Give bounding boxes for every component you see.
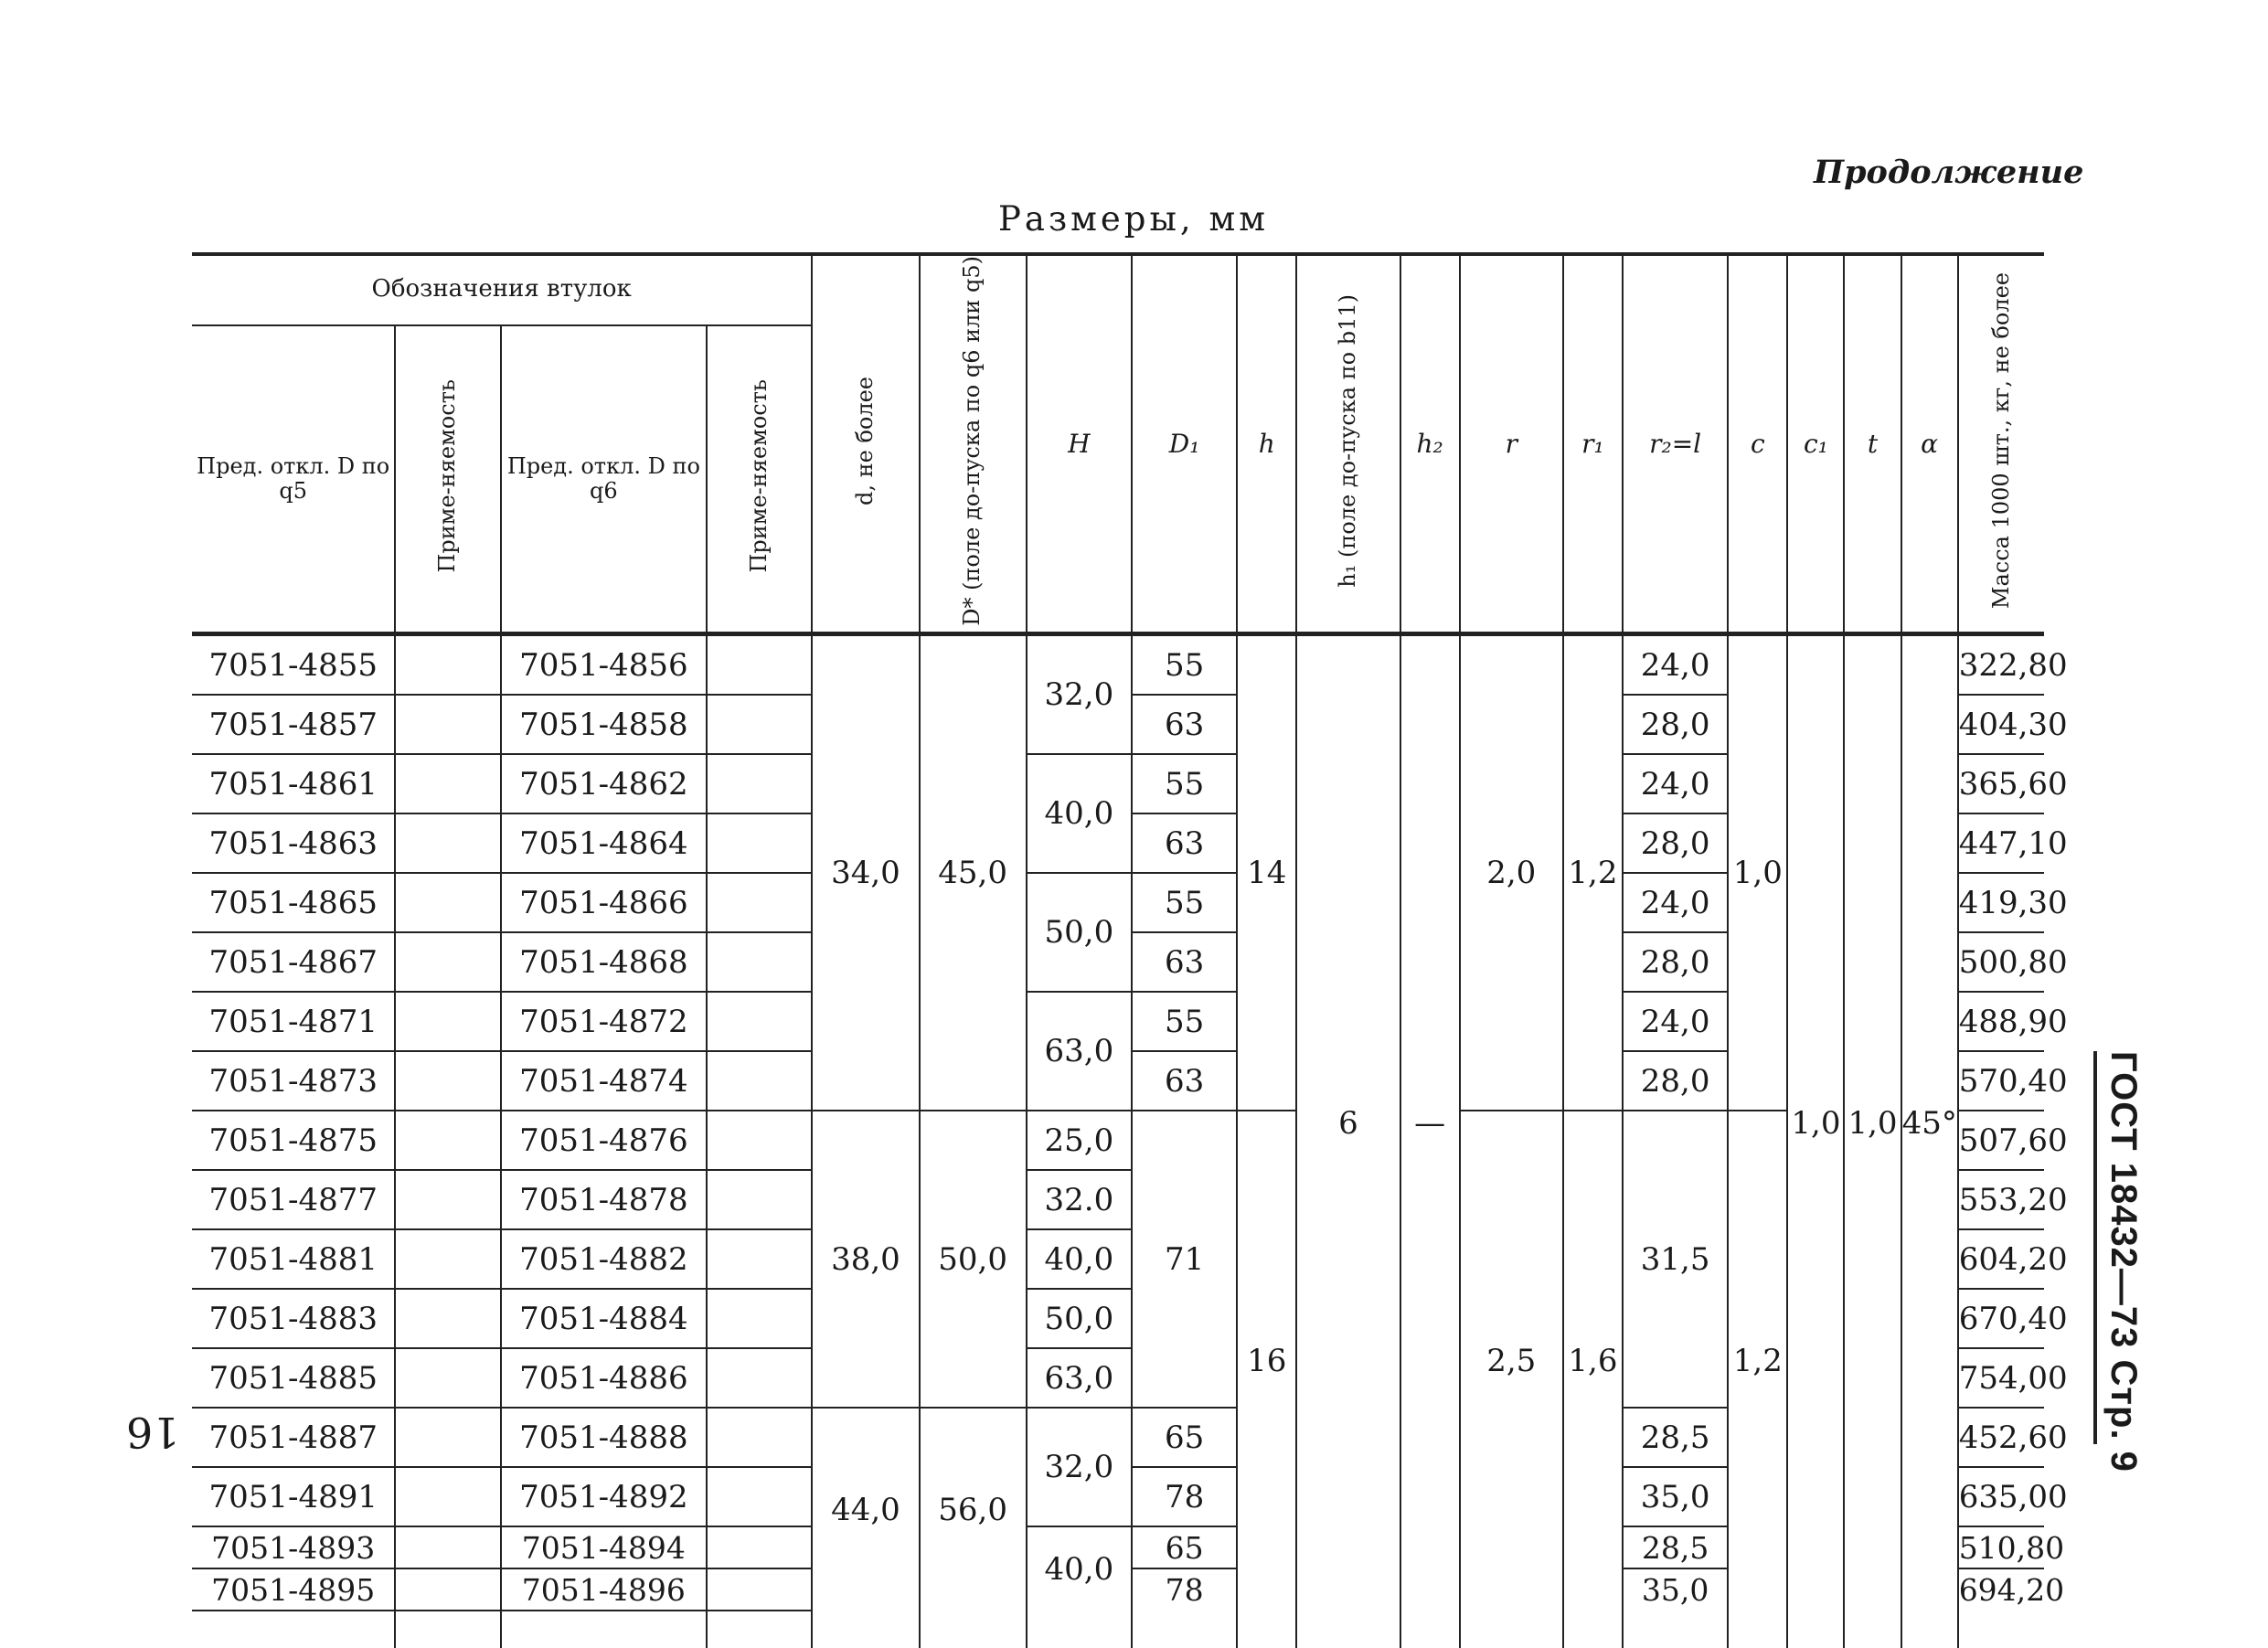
- applicability-cell: [395, 1526, 500, 1568]
- applicability-cell: [395, 1568, 500, 1611]
- r2-value: 28,5: [1623, 1408, 1728, 1467]
- r2-value: 24,0: [1623, 634, 1728, 696]
- header-mass: Масса 1000 шт., кг, не более: [1958, 254, 2044, 634]
- d-star-value: 56,0: [920, 1408, 1027, 1611]
- applicability-cell: [395, 1348, 500, 1408]
- header-h: h: [1237, 254, 1296, 634]
- mass-value: 322,80: [1958, 634, 2044, 696]
- H-value: 32,0: [1027, 1408, 1132, 1526]
- applicability-cell: [395, 1289, 500, 1348]
- designation-q5: 7051-4871: [192, 992, 395, 1051]
- r2-value: 24,0: [1623, 992, 1728, 1051]
- c-value: 1,2: [1728, 1111, 1787, 1611]
- applicability-cell: [707, 1348, 812, 1408]
- designation-q5: 7051-4855: [192, 634, 395, 696]
- mass-value: 604,20: [1958, 1229, 2044, 1289]
- header-alpha: α: [1901, 254, 1958, 634]
- designation-q5: 7051-4861: [192, 754, 395, 813]
- r2-value: 24,0: [1623, 873, 1728, 932]
- header-designations-group: Обозначения втулок: [192, 254, 812, 325]
- applicability-cell: [707, 932, 812, 992]
- r2-value: 28,0: [1623, 695, 1728, 754]
- header-c1: c₁: [1787, 254, 1844, 634]
- table-row: [192, 634, 2044, 696]
- designation-q6: 7051-4868: [501, 932, 707, 992]
- continuation-label: Продолжение: [1814, 154, 2084, 191]
- designation-q6: 7051-4888: [501, 1408, 707, 1467]
- designation-q6: 7051-4894: [501, 1526, 707, 1568]
- applicability-cell: [707, 1229, 812, 1289]
- applicability-cell: [707, 1170, 812, 1229]
- header-r: r: [1460, 254, 1563, 634]
- gost-side-label: ГОСТ 18432—73 Стр. 9: [2103, 1051, 2144, 1473]
- designation-q6: 7051-4896: [501, 1568, 707, 1611]
- designation-q6: 7051-4886: [501, 1348, 707, 1408]
- applicability-cell: [707, 695, 812, 754]
- header-dev-q6: Пред. откл. D по q6: [501, 325, 707, 634]
- designation-q5: 7051-4881: [192, 1229, 395, 1289]
- header-h2: h₂: [1400, 254, 1460, 634]
- D1-value: 55: [1132, 754, 1237, 813]
- mass-value: 507,60: [1958, 1111, 2044, 1170]
- designation-q5: 7051-4893: [192, 1526, 395, 1568]
- designation-q6: 7051-4878: [501, 1170, 707, 1229]
- H-value: 63,0: [1027, 992, 1132, 1111]
- applicability-cell: [707, 634, 812, 696]
- d-star-value: 50,0: [920, 1111, 1027, 1408]
- designation-q6: 7051-4856: [501, 634, 707, 696]
- applicability-cell: [707, 873, 812, 932]
- header-applicability-2: Приме-няемость: [707, 325, 812, 634]
- designation-q5: 7051-4865: [192, 873, 395, 932]
- mass-value: 553,20: [1958, 1170, 2044, 1229]
- designation-q5: 7051-4877: [192, 1170, 395, 1229]
- header-dev-q5: Пред. откл. D по q5: [192, 325, 395, 634]
- D1-value: 63: [1132, 932, 1237, 992]
- applicability-cell: [707, 1526, 812, 1568]
- designation-q5: 7051-4863: [192, 813, 395, 873]
- applicability-cell: [395, 873, 500, 932]
- mass-value: 452,60: [1958, 1408, 2044, 1467]
- mass-value: 488,90: [1958, 992, 2044, 1051]
- H-value: 63,0: [1027, 1348, 1132, 1408]
- d-value: 38,0: [812, 1111, 919, 1408]
- applicability-cell: [707, 813, 812, 873]
- units-title: Размеры, мм: [997, 199, 1270, 239]
- applicability-cell: [707, 1111, 812, 1170]
- header-t: t: [1844, 254, 1901, 634]
- designation-q6: 7051-4862: [501, 754, 707, 813]
- mass-value: 404,30: [1958, 695, 2044, 754]
- r2-value: 28,5: [1623, 1526, 1728, 1568]
- D1-value: 71: [1132, 1111, 1237, 1408]
- mass-value: 510,80: [1958, 1526, 2044, 1568]
- r2-value: 28,0: [1623, 813, 1728, 873]
- d-star-value: 45,0: [920, 634, 1027, 1111]
- designation-q5: 7051-4883: [192, 1289, 395, 1348]
- r2-value: 31,5: [1623, 1111, 1728, 1408]
- applicability-cell: [707, 1408, 812, 1467]
- D1-value: 55: [1132, 873, 1237, 932]
- header-h1: h₁ (поле до-пуска по b11): [1296, 254, 1400, 634]
- designation-q6: 7051-4876: [501, 1111, 707, 1170]
- mass-value: 419,30: [1958, 873, 2044, 932]
- applicability-cell: [395, 634, 500, 696]
- D1-value: 63: [1132, 695, 1237, 754]
- h1-value: 6: [1296, 634, 1400, 1611]
- designation-q6: 7051-4864: [501, 813, 707, 873]
- D1-value: 65: [1132, 1408, 1237, 1467]
- designation-q6: 7051-4892: [501, 1467, 707, 1526]
- H-value: 32.0: [1027, 1170, 1132, 1229]
- page-number: 16: [126, 1408, 180, 1457]
- D1-value: 65: [1132, 1526, 1237, 1568]
- applicability-cell: [395, 1229, 500, 1289]
- t-value: 1,0: [1844, 634, 1901, 1611]
- r-value: 2,0: [1460, 634, 1563, 1111]
- H-value: 40,0: [1027, 754, 1132, 873]
- applicability-cell: [707, 754, 812, 813]
- designation-q5: 7051-4885: [192, 1348, 395, 1408]
- designation-q6: 7051-4872: [501, 992, 707, 1051]
- h2-value: —: [1400, 634, 1460, 1611]
- h-value: 16: [1237, 1111, 1296, 1611]
- r2-value: 35,0: [1623, 1568, 1728, 1611]
- applicability-cell: [707, 1289, 812, 1348]
- alpha-value: 45°: [1901, 634, 1958, 1611]
- h-value: 14: [1237, 634, 1296, 1111]
- mass-value: 670,40: [1958, 1289, 2044, 1348]
- applicability-cell: [395, 992, 500, 1051]
- applicability-cell: [707, 992, 812, 1051]
- H-value: 40,0: [1027, 1526, 1132, 1611]
- D1-value: 78: [1132, 1467, 1237, 1526]
- applicability-cell: [395, 754, 500, 813]
- D1-value: 63: [1132, 1051, 1237, 1111]
- r-value: 2,5: [1460, 1111, 1563, 1611]
- table-tail: [192, 1611, 2044, 1648]
- mass-value: 635,00: [1958, 1467, 2044, 1526]
- r2-value: 24,0: [1623, 754, 1728, 813]
- designation-q5: 7051-4895: [192, 1568, 395, 1611]
- applicability-cell: [707, 1568, 812, 1611]
- D1-value: 55: [1132, 992, 1237, 1051]
- mass-value: 754,00: [1958, 1348, 2044, 1408]
- mass-value: 365,60: [1958, 754, 2044, 813]
- mass-value: 570,40: [1958, 1051, 2044, 1111]
- r2-value: 35,0: [1623, 1467, 1728, 1526]
- designation-q5: 7051-4891: [192, 1467, 395, 1526]
- H-value: 50,0: [1027, 873, 1132, 992]
- header-applicability-1: Приме-няемость: [395, 325, 500, 634]
- header-d-star: D* (поле до-пуска по q6 или q5): [920, 254, 1027, 634]
- designation-q6: 7051-4874: [501, 1051, 707, 1111]
- applicability-cell: [395, 695, 500, 754]
- applicability-cell: [395, 1467, 500, 1526]
- table-row: [192, 1111, 2044, 1170]
- header-H: H: [1027, 254, 1132, 634]
- designation-q6: 7051-4884: [501, 1289, 707, 1348]
- applicability-cell: [395, 1408, 500, 1467]
- designation-q6: 7051-4866: [501, 873, 707, 932]
- applicability-cell: [395, 813, 500, 873]
- c1-value: 1,0: [1787, 634, 1844, 1611]
- specification-table: [192, 252, 2068, 1648]
- H-value: 50,0: [1027, 1289, 1132, 1348]
- designation-q6: 7051-4858: [501, 695, 707, 754]
- r2-value: 28,0: [1623, 1051, 1728, 1111]
- designation-q5: 7051-4875: [192, 1111, 395, 1170]
- D1-value: 78: [1132, 1568, 1237, 1611]
- applicability-cell: [707, 1051, 812, 1111]
- r1-value: 1,6: [1563, 1111, 1623, 1611]
- applicability-cell: [395, 1111, 500, 1170]
- header-r1: r₁: [1563, 254, 1623, 634]
- header-c: c: [1728, 254, 1787, 634]
- designation-q5: 7051-4887: [192, 1408, 395, 1467]
- applicability-cell: [395, 1051, 500, 1111]
- designation-q5: 7051-4873: [192, 1051, 395, 1111]
- header-D1: D₁: [1132, 254, 1237, 634]
- applicability-cell: [707, 1467, 812, 1526]
- header-d: d, не более: [812, 254, 919, 634]
- designation-q6: 7051-4882: [501, 1229, 707, 1289]
- D1-value: 55: [1132, 634, 1237, 696]
- d-value: 44,0: [812, 1408, 919, 1611]
- mass-value: 694,20: [1958, 1568, 2044, 1611]
- r2-value: 28,0: [1623, 932, 1728, 992]
- mass-value: 500,80: [1958, 932, 2044, 992]
- H-value: 32,0: [1027, 634, 1132, 755]
- designation-q5: 7051-4867: [192, 932, 395, 992]
- d-value: 34,0: [812, 634, 919, 1111]
- mass-value: 447,10: [1958, 813, 2044, 873]
- header-r2: r₂=l: [1623, 254, 1728, 634]
- c-value: 1,0: [1728, 634, 1787, 1111]
- D1-value: 63: [1132, 813, 1237, 873]
- designation-q5: 7051-4857: [192, 695, 395, 754]
- applicability-cell: [395, 932, 500, 992]
- H-value: 25,0: [1027, 1111, 1132, 1170]
- side-rule: [2093, 1051, 2097, 1444]
- H-value: 40,0: [1027, 1229, 1132, 1289]
- applicability-cell: [395, 1170, 500, 1229]
- r1-value: 1,2: [1563, 634, 1623, 1111]
